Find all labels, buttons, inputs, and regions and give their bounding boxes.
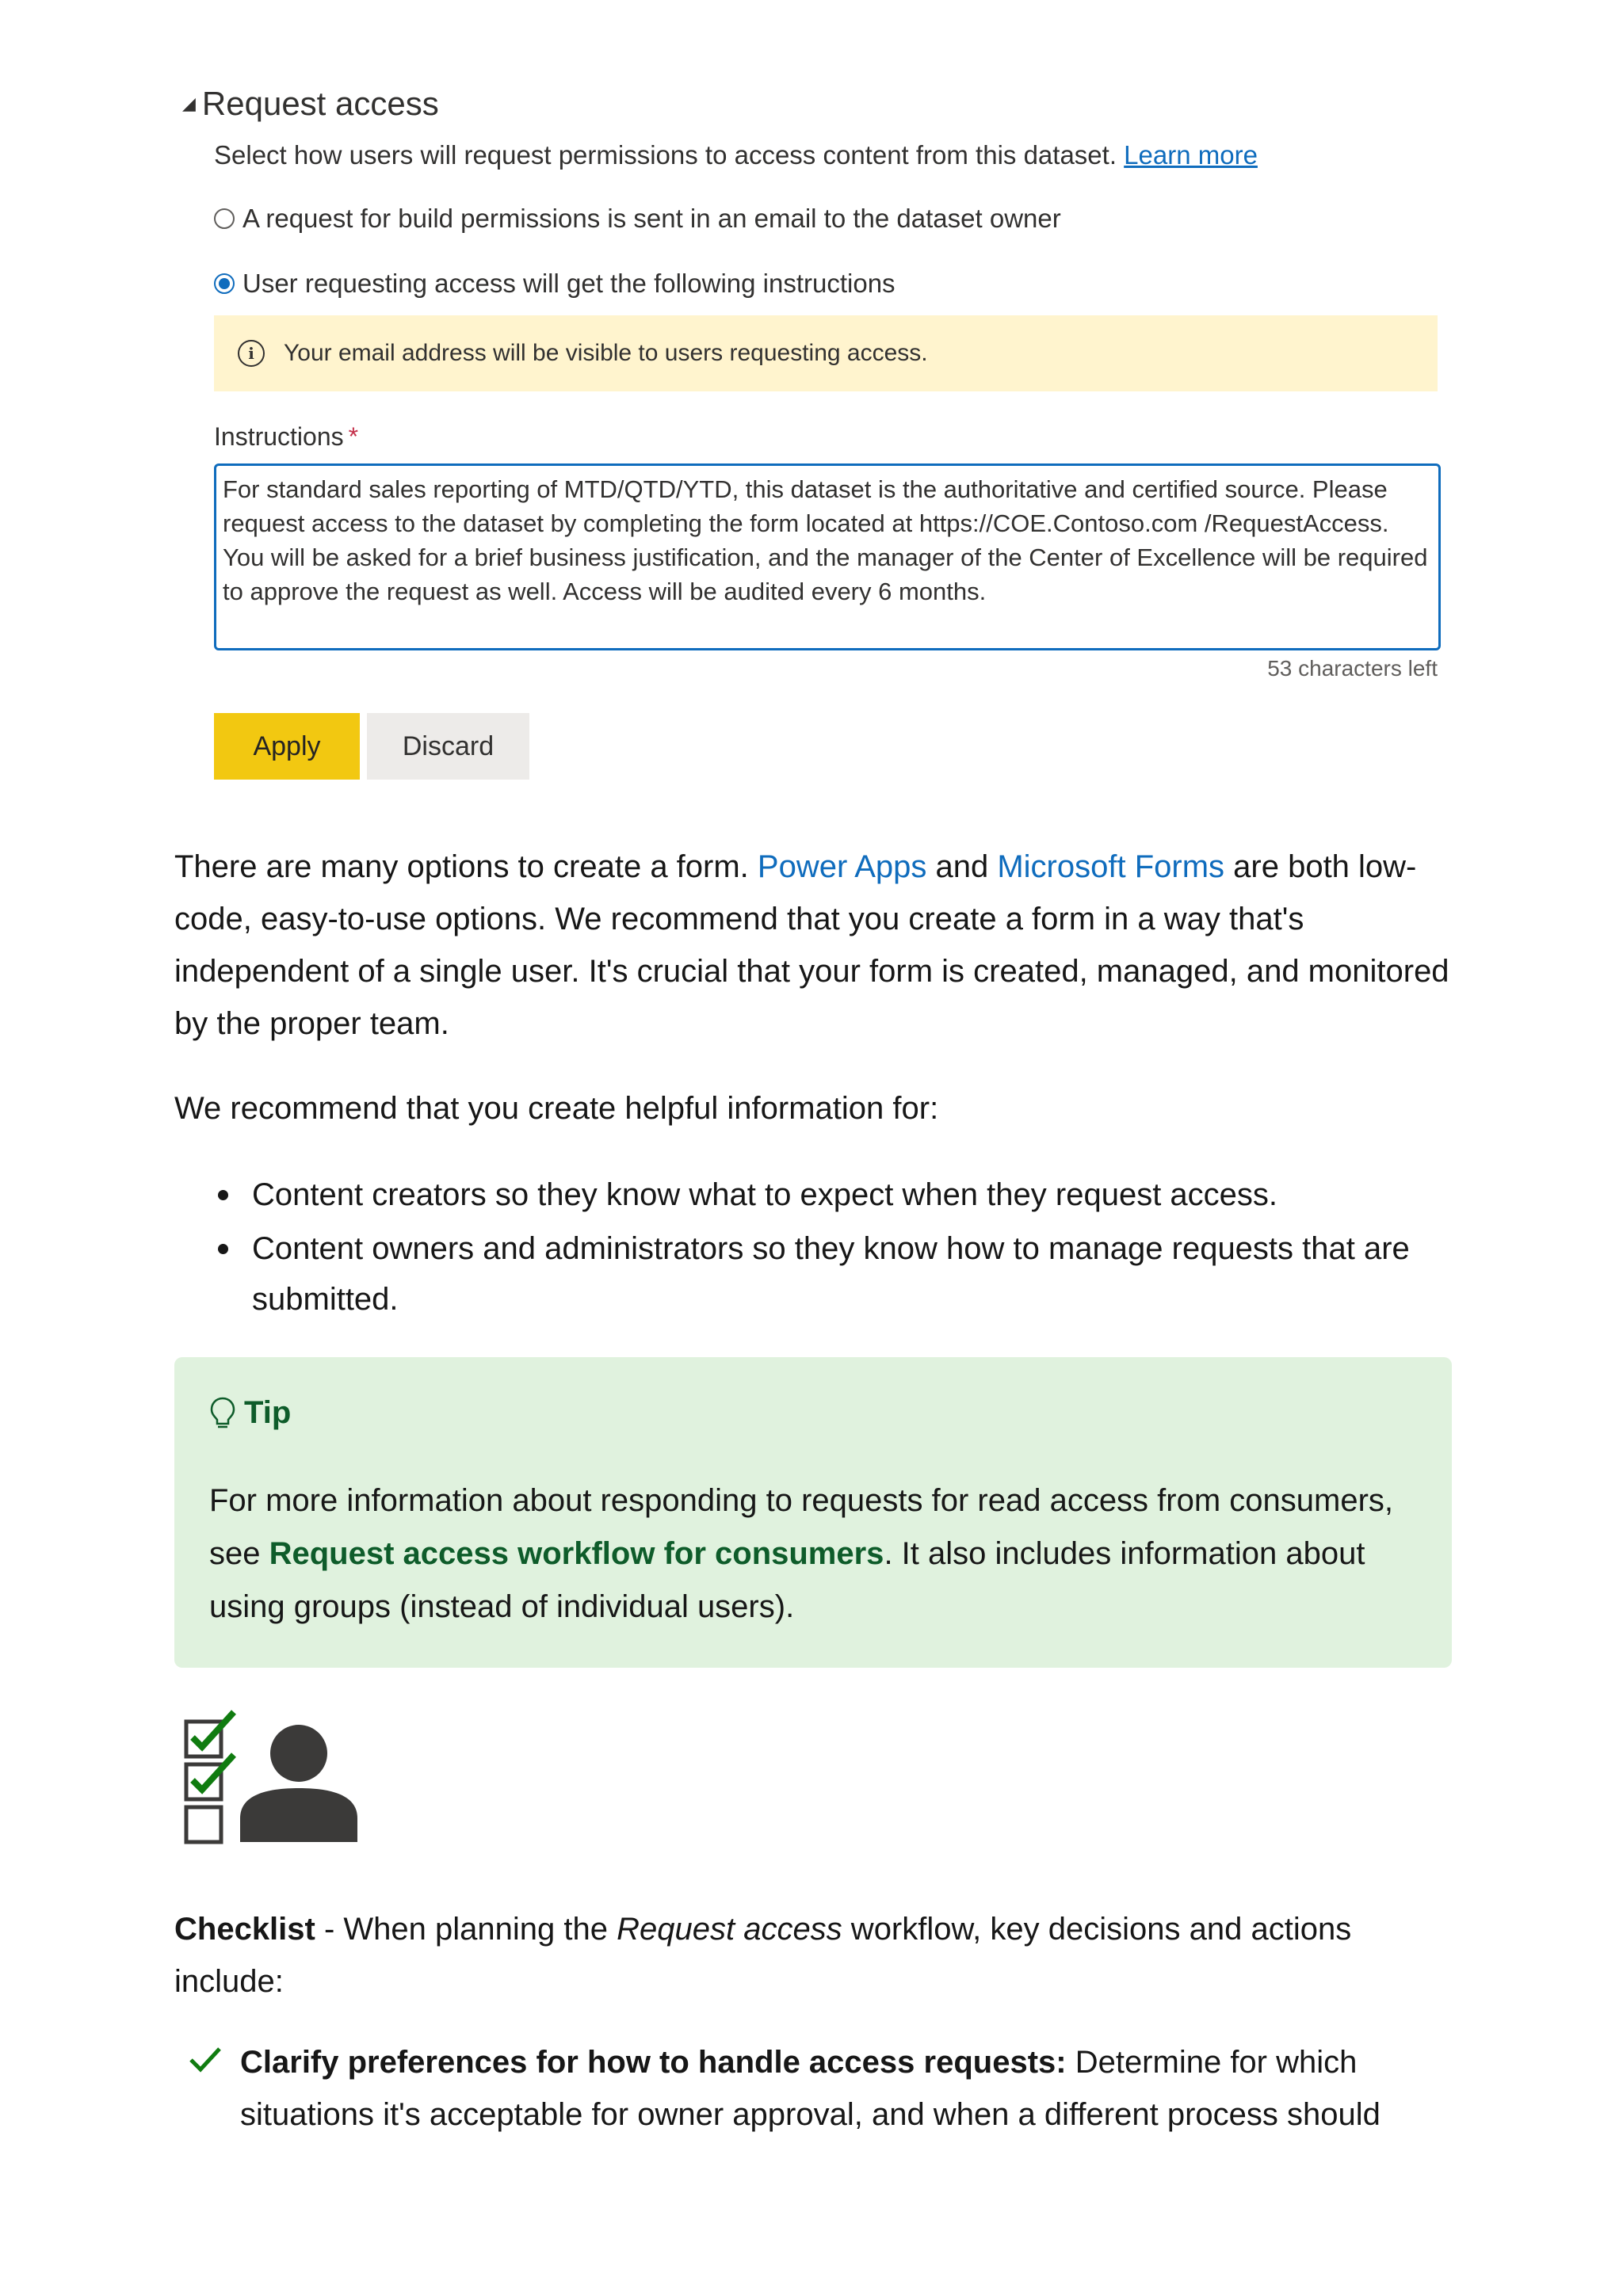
radio-label-instructions: User requesting access will get the following instructions bbox=[242, 269, 896, 298]
radio-label-email: A request for build permissions is sent in an email to the dataset owner bbox=[242, 204, 1061, 233]
recommend-paragraph: We recommend that you create helpful information for: bbox=[174, 1091, 939, 1126]
description-text: Select how users will request permissions to access content from this dataset. bbox=[214, 140, 1117, 170]
instructions-textarea[interactable] bbox=[214, 463, 1441, 650]
list-item: Content owners and administrators so they know how to manage requests that are submitted. bbox=[252, 1223, 1536, 1325]
email-visibility-warning bbox=[214, 315, 1438, 391]
characters-left-counter: 53 characters left bbox=[1267, 656, 1438, 681]
tip-text-2: . It also includes information about using groups (instead of individual users). bbox=[209, 1536, 1365, 1624]
tip-text-1: For more information about responding to requests for read access from consumers, see bbox=[209, 1483, 1394, 1571]
checkmark-icon bbox=[188, 2046, 223, 2074]
lightbulb-icon bbox=[209, 1396, 236, 1431]
learn-more-link[interactable]: Learn more bbox=[1124, 140, 1258, 170]
recommend-list bbox=[174, 1169, 1536, 1328]
collapse-triangle-icon[interactable]: ◢ bbox=[182, 93, 196, 113]
checklist-item-text: Determine for which situations it's acceptable for owner approval, and when a different process should bbox=[240, 2045, 1381, 2132]
request-access-consumers-link[interactable]: Request access workflow for consumers bbox=[269, 1536, 884, 1571]
tip-body bbox=[209, 1474, 1398, 1634]
checklist-text-2: workflow, key decisions and actions include: bbox=[174, 1912, 1352, 1999]
radio-button-email[interactable] bbox=[214, 208, 235, 229]
checklist-label: Checklist bbox=[174, 1912, 315, 1947]
checklist-text-1: - When planning the bbox=[315, 1912, 617, 1947]
checklist-intro bbox=[174, 1903, 1458, 2008]
request-access-panel bbox=[174, 75, 1450, 804]
forms-text-1: There are many options to create a form. bbox=[174, 849, 758, 884]
forms-text-2: and bbox=[926, 849, 998, 884]
required-marker: * bbox=[348, 422, 359, 451]
checklist-person-icon bbox=[178, 1707, 369, 1850]
discard-button[interactable]: Discard bbox=[367, 713, 529, 780]
checklist-item-title: Clarify preferences for how to handle access requests: bbox=[240, 2045, 1067, 2080]
radio-option-email[interactable] bbox=[214, 204, 1061, 234]
section-title: Request access bbox=[201, 85, 439, 122]
radio-button-instructions[interactable] bbox=[214, 273, 235, 294]
microsoft-forms-link[interactable]: Microsoft Forms bbox=[997, 849, 1225, 884]
tip-callout bbox=[174, 1357, 1452, 1668]
section-header[interactable] bbox=[182, 85, 439, 123]
checklist-item bbox=[188, 2036, 1456, 2141]
power-apps-link[interactable]: Power Apps bbox=[757, 849, 927, 884]
info-icon: i bbox=[238, 340, 265, 367]
radio-option-instructions[interactable] bbox=[214, 269, 896, 299]
instructions-label bbox=[214, 422, 358, 452]
forms-text-3: are both low-code, easy-to-use options. We recommend that you create a form in a way that's independent of a single user. It's crucial that your form is created, managed, and monitored by the proper team. bbox=[174, 849, 1449, 1041]
forms-paragraph bbox=[174, 841, 1458, 1050]
checklist-emphasis: Request access bbox=[617, 1912, 842, 1947]
list-item: Content creators so they know what to expect when they request access. bbox=[252, 1169, 1536, 1220]
tip-title: Tip bbox=[244, 1395, 292, 1430]
warning-text: Your email address will be visible to users requesting access. bbox=[284, 340, 928, 366]
instructions-label-text: Instructions bbox=[214, 422, 344, 451]
apply-button[interactable]: Apply bbox=[214, 713, 360, 780]
tip-header bbox=[209, 1395, 291, 1431]
section-description bbox=[214, 140, 1258, 170]
